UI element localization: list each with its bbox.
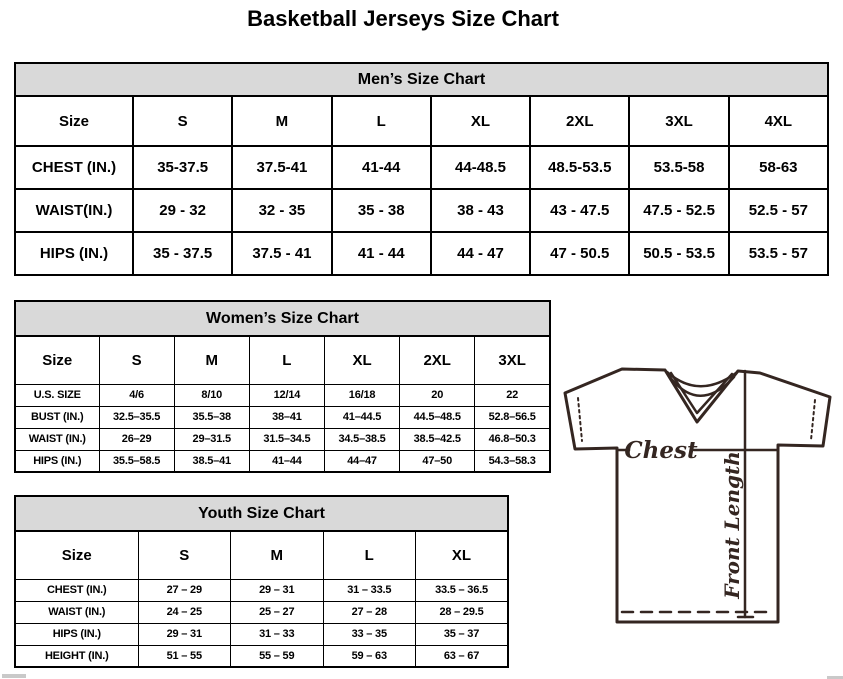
table-cell: 41 - 44 xyxy=(332,232,431,275)
table-cell: 54.3–58.3 xyxy=(475,450,550,472)
table-cell: 53.5-58 xyxy=(629,146,728,189)
row-header: BUST (IN.) xyxy=(15,406,99,428)
column-header-row xyxy=(15,96,828,146)
table-cell: 35 – 37 xyxy=(416,623,509,645)
column-header: S xyxy=(133,96,232,146)
column-header: XL xyxy=(431,96,530,146)
table-row xyxy=(15,406,550,428)
column-header: L xyxy=(323,531,416,579)
table-cell: 44-48.5 xyxy=(431,146,530,189)
column-header: 3XL xyxy=(629,96,728,146)
table-cell: 35 - 37.5 xyxy=(133,232,232,275)
table-cell: 27 – 28 xyxy=(323,601,416,623)
column-header: S xyxy=(138,531,231,579)
row-header: HIPS (IN.) xyxy=(15,623,138,645)
table-cell: 41-44 xyxy=(332,146,431,189)
column-header: M xyxy=(174,336,249,384)
row-header: WAIST(IN.) xyxy=(15,189,133,232)
right-sleeve-seam-icon xyxy=(811,400,815,440)
table-cell: 33.5 – 36.5 xyxy=(416,579,509,601)
row-header: HIPS (IN.) xyxy=(15,232,133,275)
table-cell: 48.5-53.5 xyxy=(530,146,629,189)
table-cell: 32 - 35 xyxy=(232,189,331,232)
table-row xyxy=(15,601,508,623)
table-cell: 35-37.5 xyxy=(133,146,232,189)
column-header: S xyxy=(99,336,174,384)
table-row xyxy=(15,146,828,189)
table-cell: 58-63 xyxy=(729,146,828,189)
table-row xyxy=(15,189,828,232)
column-header: M xyxy=(232,96,331,146)
table-cell: 46.8–50.3 xyxy=(475,428,550,450)
row-header: HIPS (IN.) xyxy=(15,450,99,472)
table-cell: 44 - 47 xyxy=(431,232,530,275)
table-cell: 43 - 47.5 xyxy=(530,189,629,232)
table-cell: 44.5–48.5 xyxy=(400,406,475,428)
womens-size-table xyxy=(14,335,551,473)
table-row xyxy=(15,450,550,472)
table-cell: 51 – 55 xyxy=(138,645,231,667)
row-header: U.S. SIZE xyxy=(15,384,99,406)
table-cell: 8/10 xyxy=(174,384,249,406)
table-row xyxy=(15,623,508,645)
column-header-row xyxy=(15,336,550,384)
mens-size-chart-section xyxy=(14,62,829,276)
column-header: XL xyxy=(416,531,509,579)
table-cell: 28 – 29.5 xyxy=(416,601,509,623)
table-cell: 59 – 63 xyxy=(323,645,416,667)
table-cell: 29 – 31 xyxy=(231,579,324,601)
table-cell: 38.5–41 xyxy=(174,450,249,472)
mens-chart-title: Men’s Size Chart xyxy=(14,62,829,97)
column-header: L xyxy=(249,336,324,384)
table-cell: 20 xyxy=(400,384,475,406)
table-cell: 31 – 33 xyxy=(231,623,324,645)
youth-size-table xyxy=(14,530,509,668)
table-cell: 37.5-41 xyxy=(232,146,331,189)
column-header: 4XL xyxy=(729,96,828,146)
column-header: XL xyxy=(324,336,399,384)
table-cell: 44–47 xyxy=(324,450,399,472)
column-header: M xyxy=(231,531,324,579)
table-cell: 53.5 - 57 xyxy=(729,232,828,275)
page-title: Basketball Jerseys Size Chart xyxy=(247,6,559,31)
column-header: L xyxy=(332,96,431,146)
jersey-outline-icon xyxy=(565,369,830,622)
column-header: Size xyxy=(15,531,138,579)
table-cell: 38–41 xyxy=(249,406,324,428)
womens-size-chart-section xyxy=(14,300,551,473)
table-cell: 55 – 59 xyxy=(231,645,324,667)
table-cell: 63 – 67 xyxy=(416,645,509,667)
table-row xyxy=(15,428,550,450)
youth-size-chart-section xyxy=(14,495,509,668)
table-cell: 47–50 xyxy=(400,450,475,472)
table-cell: 4/6 xyxy=(99,384,174,406)
table-row xyxy=(15,645,508,667)
table-cell: 35.5–58.5 xyxy=(99,450,174,472)
table-cell: 22 xyxy=(475,384,550,406)
womens-chart-title: Women’s Size Chart xyxy=(14,300,551,337)
table-cell: 29–31.5 xyxy=(174,428,249,450)
table-row xyxy=(15,232,828,275)
table-cell: 33 – 35 xyxy=(323,623,416,645)
jersey-measurement-diagram xyxy=(557,360,843,660)
table-row xyxy=(15,579,508,601)
table-cell: 37.5 - 41 xyxy=(232,232,331,275)
table-cell: 50.5 - 53.5 xyxy=(629,232,728,275)
row-header: CHEST (IN.) xyxy=(15,146,133,189)
table-cell: 52.8–56.5 xyxy=(475,406,550,428)
column-header: Size xyxy=(15,336,99,384)
front-length-label: Front Length xyxy=(720,451,744,599)
row-header: WAIST (IN.) xyxy=(15,428,99,450)
table-cell: 35.5–38 xyxy=(174,406,249,428)
table-cell: 26–29 xyxy=(99,428,174,450)
table-cell: 29 - 32 xyxy=(133,189,232,232)
column-header: Size xyxy=(15,96,133,146)
row-header: WAIST (IN.) xyxy=(15,601,138,623)
column-header: 3XL xyxy=(475,336,550,384)
table-cell: 32.5–35.5 xyxy=(99,406,174,428)
table-cell: 34.5–38.5 xyxy=(324,428,399,450)
table-cell: 41–44.5 xyxy=(324,406,399,428)
mens-size-table xyxy=(14,95,829,276)
table-cell: 29 – 31 xyxy=(138,623,231,645)
table-row xyxy=(15,384,550,406)
table-cell: 41–44 xyxy=(249,450,324,472)
row-header: HEIGHT (IN.) xyxy=(15,645,138,667)
table-cell: 16/18 xyxy=(324,384,399,406)
horizontal-scrollbar-fragment[interactable] xyxy=(2,674,26,678)
table-cell: 35 - 38 xyxy=(332,189,431,232)
table-cell: 52.5 - 57 xyxy=(729,189,828,232)
chest-label: Chest xyxy=(624,437,698,464)
column-header-row xyxy=(15,531,508,579)
table-cell: 47 - 50.5 xyxy=(530,232,629,275)
table-cell: 38.5–42.5 xyxy=(400,428,475,450)
table-cell: 31.5–34.5 xyxy=(249,428,324,450)
table-cell: 12/14 xyxy=(249,384,324,406)
table-cell: 24 – 25 xyxy=(138,601,231,623)
left-sleeve-seam-icon xyxy=(578,398,582,441)
youth-chart-title: Youth Size Chart xyxy=(14,495,509,532)
column-header: 2XL xyxy=(530,96,629,146)
table-cell: 47.5 - 52.5 xyxy=(629,189,728,232)
table-cell: 31 – 33.5 xyxy=(323,579,416,601)
table-cell: 27 – 29 xyxy=(138,579,231,601)
table-cell: 25 – 27 xyxy=(231,601,324,623)
row-header: CHEST (IN.) xyxy=(15,579,138,601)
column-header: 2XL xyxy=(400,336,475,384)
table-cell: 38 - 43 xyxy=(431,189,530,232)
